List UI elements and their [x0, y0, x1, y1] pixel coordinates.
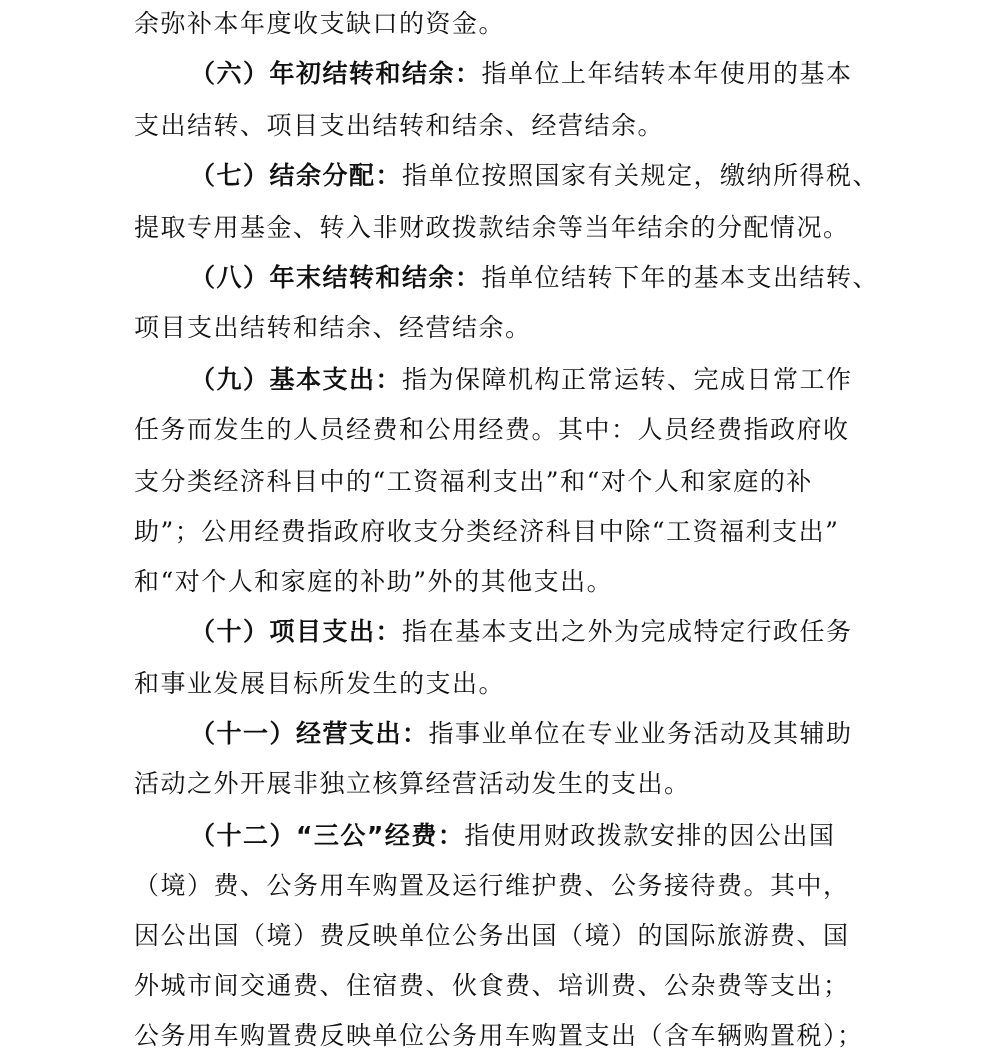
paragraph-first-line [190, 364, 853, 396]
paragraph-text: 指在基本支出之外为完成特定行政任务 [402, 617, 853, 646]
paragraph-line: 支出结转、项目支出结转和结余、经营结余。 [134, 111, 665, 140]
term-label: （九）基本支出： [190, 365, 403, 394]
paragraph-first-line [190, 160, 879, 192]
paragraph-line: 提取专用基金、转入非财政拨款结余等当年结余的分配情况。 [134, 213, 850, 242]
paragraph-text: 指单位按照国家有关规定，缴纳所得税、 [402, 161, 880, 190]
paragraph-text: 指单位上年结转本年使用的基本 [481, 59, 853, 88]
paragraph-line: 外城市间交通费、住宿费、伙食费、培训费、公杂费等支出； [134, 971, 850, 1000]
term-label: （八）年末结转和结余： [190, 263, 482, 292]
paragraph-first-line [190, 820, 835, 852]
paragraph-line: 支分类经济科目中的“工资福利支出”和“对个人和家庭的补 [134, 467, 813, 496]
term-label: （十一）经营支出： [190, 719, 429, 748]
paragraph-first-line [190, 58, 853, 90]
paragraph-text: 指为保障机构正常运转、完成日常工作 [402, 365, 853, 394]
term-label: （六）年初结转和结余： [190, 59, 482, 88]
paragraph-first-line [190, 616, 853, 648]
paragraph-text: 指单位结转下年的基本支出结转、 [481, 263, 880, 292]
paragraph-line: 因公出国（境）费反映单位公务出国（境）的国际旅游费、国 [134, 921, 850, 950]
paragraph-first-line [190, 718, 853, 750]
paragraph-line: 公务用车购置费反映单位公务用车购置支出（含车辆购置税）； [134, 1021, 864, 1050]
paragraph-line: 项目支出结转和结余、经营结余。 [134, 313, 532, 342]
paragraph-line: 和事业发展目标所发生的支出。 [134, 669, 506, 698]
term-label: （十二）“三公”经费： [190, 821, 465, 850]
paragraph-line: 任务而发生的人员经费和公用经费。其中：人员经费指政府收 [134, 415, 850, 444]
paragraph-text: 指事业单位在专业业务活动及其辅助 [428, 719, 853, 748]
paragraph-line: 助”；公用经费指政府收支分类经济科目中除“工资福利支出” [134, 517, 840, 546]
term-label: （七）结余分配： [190, 161, 403, 190]
term-label: （十）项目支出： [190, 617, 403, 646]
paragraph-first-line [190, 262, 879, 294]
paragraph-line: 活动之外开展非独立核算经营活动发生的支出。 [134, 769, 691, 798]
paragraph-text: 指使用财政拨款安排的因公出国 [464, 821, 836, 850]
paragraph-line: 余弥补本年度收支缺口的资金。 [134, 9, 506, 38]
paragraph-line: 和“对个人和家庭的补助”外的其他支出。 [134, 567, 614, 596]
paragraph-line: （境）费、公务用车购置及运行维护费、公务接待费。其中， [134, 871, 850, 900]
